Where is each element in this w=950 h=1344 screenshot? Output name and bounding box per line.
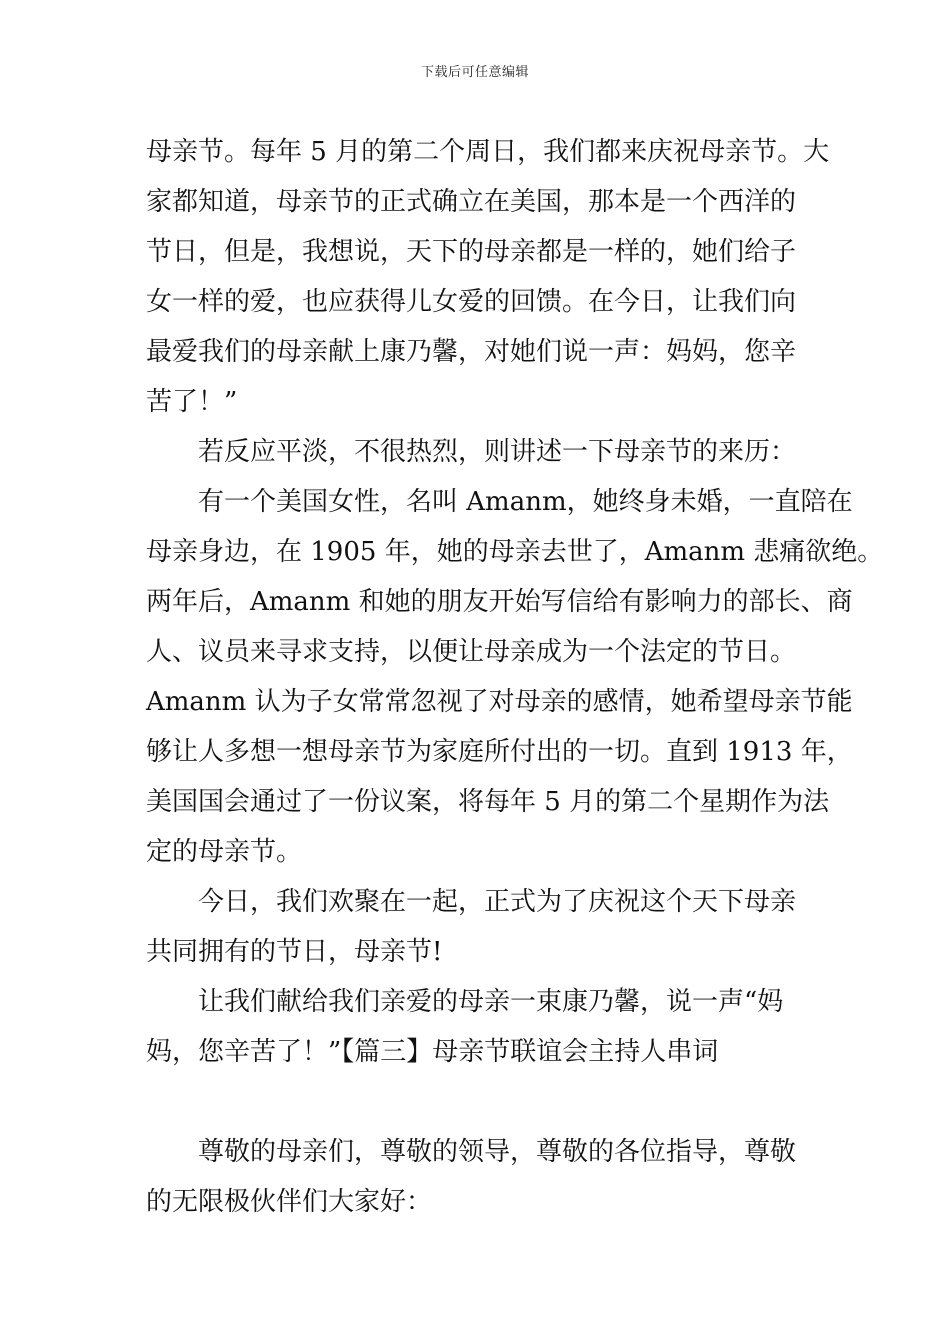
text-line: 两年后，Amanm 和她的朋友开始写信给有影响力的部长、商 [146, 587, 853, 617]
text-line: 节日，但是，我想说，天下的母亲都是一样的，她们给子 [146, 237, 797, 267]
text-line: 人、议员来寻求支持，以便让母亲成为一个法定的节日。 [146, 637, 797, 667]
text-line: 共同拥有的节日，母亲节! [146, 937, 443, 967]
paragraph [146, 127, 830, 427]
text-line: 最爱我们的母亲献上康乃馨，对她们说一声：妈妈，您辛 [146, 337, 797, 367]
blank-line [146, 1077, 816, 1127]
text-line: 苦了！” [146, 387, 238, 417]
document-body [146, 127, 884, 1227]
paragraph [146, 977, 816, 1077]
paragraph [146, 877, 816, 977]
text-line: 尊敬的母亲们，尊敬的领导，尊敬的各位指导，尊敬 [198, 1137, 797, 1167]
paragraph [146, 1127, 816, 1227]
text-line: 美国国会通过了一份议案，将每年 5 月的第二个星期作为法 [146, 787, 830, 817]
text-line: 定的母亲节。 [146, 837, 303, 867]
text-line: 的无限极伙伴们大家好： [146, 1187, 433, 1217]
text-line: Amanm 认为子女常常忽视了对母亲的感情，她希望母亲节能 [146, 687, 853, 717]
text-line [146, 1077, 816, 1127]
text-line: 今日，我们欢聚在一起，正式为了庆祝这个天下母亲 [198, 887, 797, 917]
text-line: 妈，您辛苦了！”【篇三】母亲节联谊会主持人串词 [146, 1037, 719, 1067]
text-line: 母亲身边，在 1905 年，她的母亲去世了，Amanm 悲痛欲绝。 [146, 537, 884, 567]
text-line: 母亲节。每年 5 月的第二个周日，我们都来庆祝母亲节。大 [146, 137, 830, 167]
text-line: 有一个美国女性，名叫 Amanm，她终身未婚，一直陪在 [198, 487, 853, 517]
paragraph [146, 477, 884, 877]
text-line: 让我们献给我们亲爱的母亲一束康乃馨，说一声“妈 [198, 987, 784, 1017]
text-line: 够让人多想一想母亲节为家庭所付出的一切。直到 1913 年， [146, 737, 853, 767]
paragraph [146, 427, 816, 477]
text-line: 家都知道，母亲节的正式确立在美国，那本是一个西洋的 [146, 187, 797, 217]
text-line: 女一样的爱，也应获得儿女爱的回馈。在今日，让我们向 [146, 287, 797, 317]
text-line: 若反应平淡，不很热烈，则讲述一下母亲节的来历： [198, 437, 797, 467]
page-header: 下载后可任意编辑 [420, 65, 529, 80]
